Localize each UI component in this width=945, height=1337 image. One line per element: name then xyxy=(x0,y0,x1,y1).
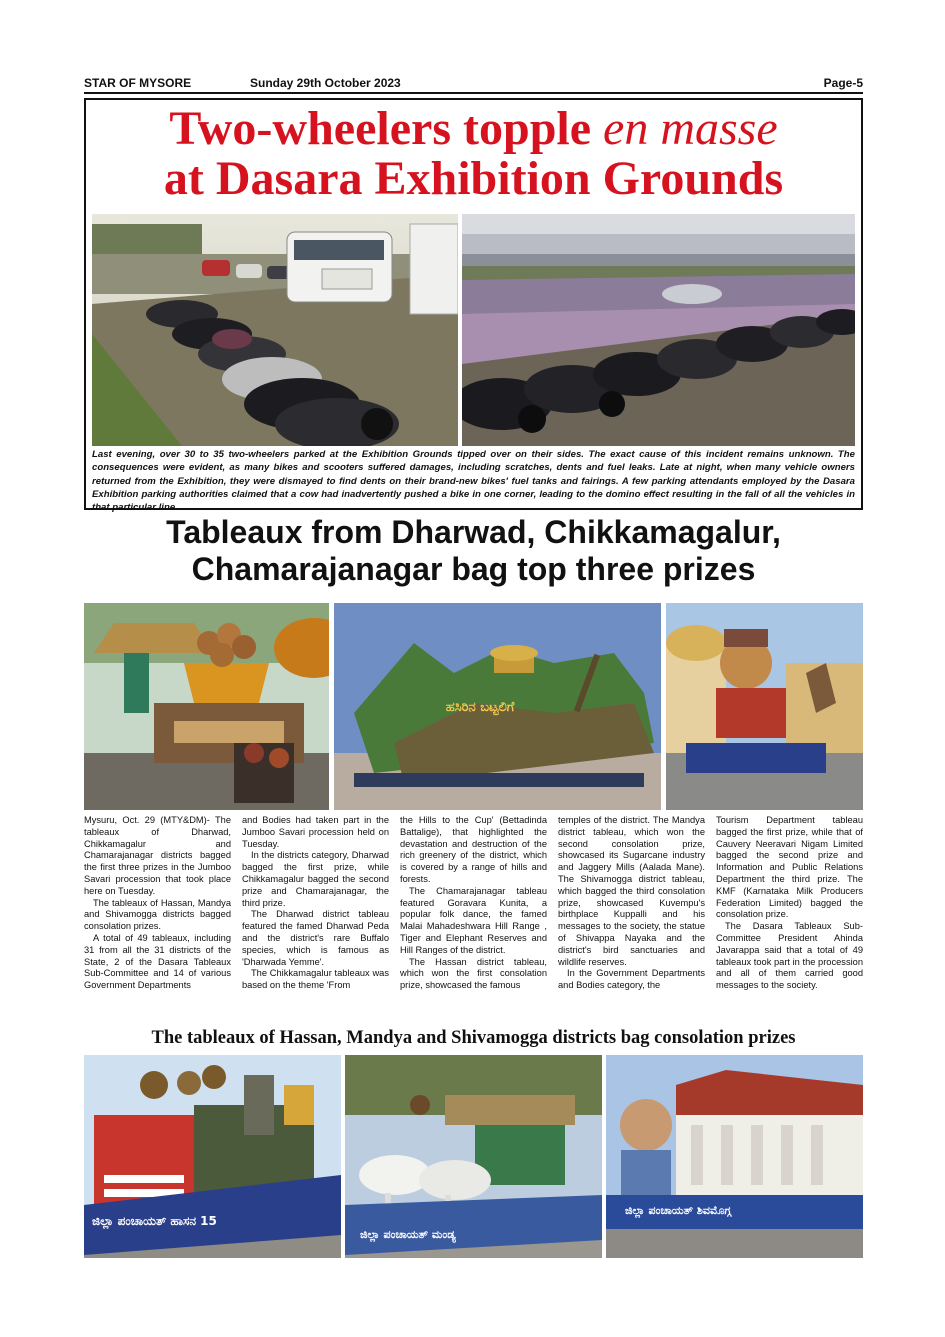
lead-photo-caption: Last evening, over 30 to 35 two-wheelers parked at the Exhibition Grounds tipped over on their sides. The exact cause of this incident remains unknown. The consequences were evident, as many bikes and scooters suffered damages, including scratches, dents and fuel leaks. Late at night, when many vehicle owners returned from the Exhibition, they were dismayed to find dents on their brand-new bikes' fuel tanks and fairings. A few parking attendants employed by the Dasara Exhibition parking authorities claimed that a cow had inadvertently pushed a bike in one corner, leading to the domino effect resulting in the fall of all the vehicles in that particular line. xyxy=(92,449,855,514)
article-column-4 xyxy=(558,815,705,1025)
lead-headline-line2: at Dasara Exhibition Grounds xyxy=(163,152,784,205)
mandya-tableau-sign: ಜಿಲ್ಲಾ ಪಂಚಾಯತ್ ಮಂಡ್ಯ xyxy=(360,1228,456,1241)
chamarajanagar-tableau-photo xyxy=(666,603,863,810)
article-paragraph: The Chikkamagalur tableaux was based on the theme 'From xyxy=(242,968,389,991)
dharwad-tableau-photo xyxy=(84,603,329,810)
shivamogga-tableau-image xyxy=(606,1055,863,1258)
article-column-1 xyxy=(84,815,231,1025)
hassan-tableau-sign: ಜಿಲ್ಲಾ ಪಂಚಾಯತ್ ಹಾಸನ 15 xyxy=(92,1214,217,1228)
article-paragraph: A total of 49 tableaux, including 31 from all the 31 districts of the State, 2 of the Dasara Tableaux Sub-Committee and 14 of various Government Departments xyxy=(84,932,231,991)
tableaux-headline-line1: Tableaux from Dharwad, Chikkamagalur, xyxy=(166,514,781,550)
issue-date: Sunday 29th October 2023 xyxy=(250,76,401,90)
consolation-headline: The tableaux of Hassan, Mandya and Shivamogga districts bag consolation prizes xyxy=(151,1028,796,1048)
article-paragraph: Tourism Department tableau bagged the first prize, while that of Cauvery Neeravari Nigam Limited bagged the second prize and Information and Public Relations Department the third prize. The KMF (Karnataka Milk Producers Federation Limited) bagged the consolation prize. xyxy=(716,815,863,920)
lead-headline-italic: en masse xyxy=(603,102,778,155)
toppled-bikes-photo-left xyxy=(92,214,458,446)
article-paragraph: temples of the district. The Mandya district tableau, which won the second consolation prize, showcased its Sugarcane industry and Jaggery Mills (Aalada Mane). The Shivamogga district tableau, which bagged the third consolation prize, showcased Kuvempu's birthplace Kuppalli and his messages to the society, the statue of Shivappa Nayaka and the district's bird sanctuaries and wildlife reserves. xyxy=(558,815,705,967)
article-paragraph: The Dharwad district tableau featured the famed Dharwad Peda and the district's rare Buffalo species, which is famous as 'Dharwada Yemme'. xyxy=(242,909,389,967)
article-paragraph: The Dasara Tableaux Sub-Committee President Ahinda Javarappa said that a total of 49 tableaux took part in the procession and all of them carried good messages to the society. xyxy=(716,921,863,991)
article-paragraph: In the Government Departments and Bodies category, the xyxy=(558,968,705,991)
tableaux-headline xyxy=(84,514,863,588)
tableaux-headline-line2: Chamarajanagar bag top three prizes xyxy=(191,551,756,587)
article-column-5 xyxy=(716,815,863,1025)
masthead-rule xyxy=(84,92,863,94)
article-paragraph: The tableaux of Hassan, Mandya and Shivamogga districts bagged consolation prizes. xyxy=(84,897,231,932)
tableaux-article-body xyxy=(84,815,863,1025)
page-number: Page-5 xyxy=(823,76,863,90)
toppled-bikes-photo-right xyxy=(462,214,855,446)
chikkamagalur-tableau-sign: ಹಸಿರಿನ ಬಟ್ಟಲಿಗೆ xyxy=(445,700,515,715)
article-paragraph: Mysuru, Oct. 29 (MTY&DM)- The tableaux of Dharwad, Chikkamagalur and Chamarajanagar districts bagged the first three prizes in the Jumboo Savari procession that took place here on Tuesday. xyxy=(84,815,231,896)
lead-headline-part1: Two-wheelers topple xyxy=(169,102,592,155)
lead-headline xyxy=(88,104,859,204)
article-column-3 xyxy=(400,815,547,1025)
chamarajanagar-tableau-image xyxy=(666,603,863,810)
lead-photo-right xyxy=(462,214,855,446)
shivamogga-tableau-photo xyxy=(606,1055,863,1258)
article-paragraph: The Chamarajanagar tableau featured Goravara Kunita, a popular folk dance, the famed Malai Mahadeshwara Hill Range , Tiger and Elephant Reserves and Hill Ranges of the district. xyxy=(400,885,547,955)
article-paragraph: The Hassan district tableau, which won the first consolation prize, showcased the famous xyxy=(400,956,547,991)
article-paragraph: and Bodies had taken part in the Jumboo Savari procession held on Tuesday. xyxy=(242,815,389,849)
lead-photo-left xyxy=(92,214,458,446)
article-paragraph: In the districts category, Dharwad bagged the first prize, while Chikkamagalur bagged the second prize and Chamarajanagar, the third prize. xyxy=(242,850,389,908)
paper-name: STAR OF MYSORE xyxy=(84,76,192,90)
shivamogga-tableau-sign: ಜಿಲ್ಲಾ ಪಂಚಾಯತ್ ಶಿವಮೊಗ್ಗ xyxy=(625,1204,732,1217)
article-paragraph: the Hills to the Cup' (Bettadinda Battalige), that highlighted the devastation and destruction of the rich greenery of the district, which is covered by a range of hills and forests. xyxy=(400,815,547,884)
masthead xyxy=(84,74,863,92)
dharwad-tableau-image xyxy=(84,603,329,810)
article-column-2 xyxy=(242,815,389,1025)
